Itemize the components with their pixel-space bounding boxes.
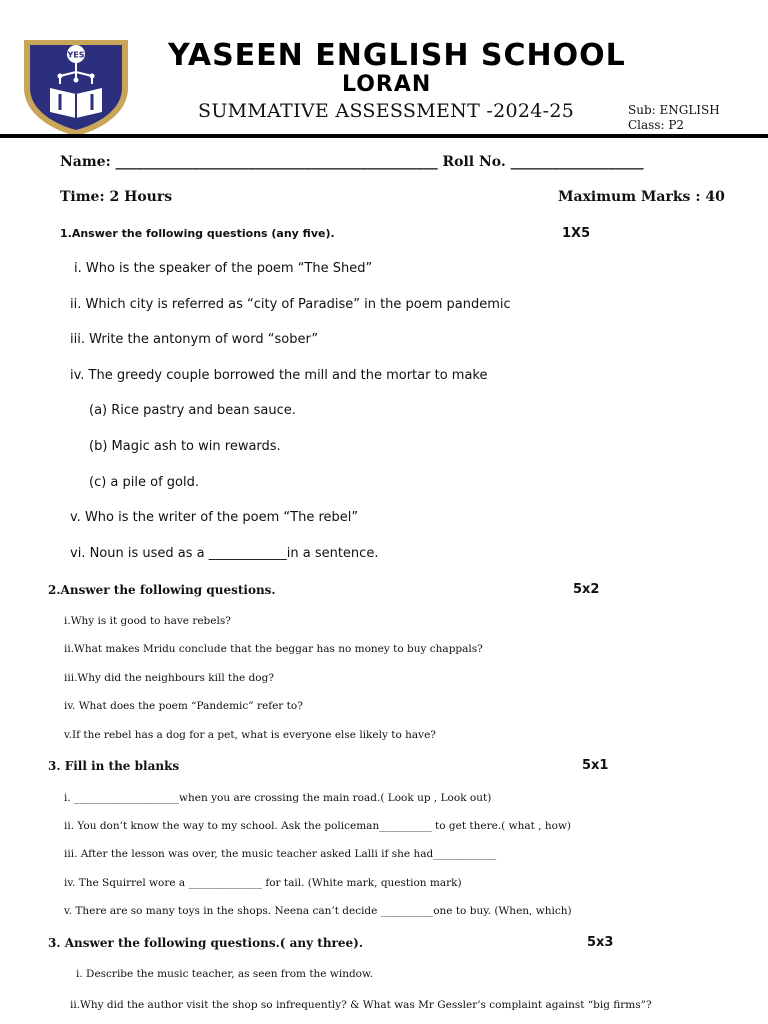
section3-blank-item: i. ____________________when you are crossing the main road.( Look up , Look out): [64, 792, 492, 804]
exam-title: SUMMATIVE ASSESSMENT -2024-25: [198, 100, 575, 122]
max-marks-label: Maximum Marks : 40: [558, 189, 725, 205]
section1-option: (c) a pile of gold.: [89, 475, 199, 490]
section1-question: ii. Which city is referred as “city of Paradise” in the poem pandemic: [70, 297, 511, 312]
section4-heading: 3. Answer the following questions.( any three).: [48, 936, 363, 950]
section1-question: i. Who is the speaker of the poem “The Shed”: [74, 261, 373, 276]
section2-question: i.Why is it good to have rebels?: [64, 615, 231, 627]
section1-question: v. Who is the writer of the poem “The rebel”: [70, 510, 359, 525]
section1-option: (b) Magic ash to win rewards.: [89, 439, 281, 454]
section2-question: iv. What does the poem “Pandemic” refer to?: [64, 700, 303, 712]
section3-heading: 3. Fill in the blanks: [48, 759, 180, 773]
section3-blank-item: iii. After the lesson was over, the music teacher asked Lalli if she had____________: [64, 848, 497, 860]
school-logo: [20, 36, 132, 138]
section2-heading: 2.Answer the following questions.: [48, 583, 276, 597]
section2-question: ii.What makes Mridu conclude that the beggar has no money to buy chappals?: [64, 643, 483, 655]
time-label: Time: 2 Hours: [60, 189, 173, 205]
subject-label: Sub: ENGLISH: [628, 103, 720, 117]
section3-blank-item: ii. You don’t know the way to my school. Ask the policeman__________ to get there.( what , how): [64, 820, 572, 832]
section1-question: iv. The greedy couple borrowed the mill and the mortar to make: [70, 368, 488, 383]
section3-blank-item: v. There are so many toys in the shops. Neena can’t decide __________one to buy. (When, which): [64, 905, 572, 917]
section3-blank-item: iv. The Squirrel wore a ______________ for tail. (White mark, question mark): [64, 877, 462, 889]
school-name: YASEEN ENGLISH SCHOOL: [168, 38, 626, 73]
section4-question: i. Describe the music teacher, as seen from the window.: [76, 968, 374, 980]
section1-marks: 1X5: [562, 226, 591, 241]
section1-question: vi. Noun is used as a ____________in a sentence.: [70, 546, 379, 561]
logo-text: YES: [67, 50, 85, 60]
school-location: LORAN: [342, 72, 432, 97]
section3-marks: 5x1: [582, 758, 609, 773]
header-divider: [0, 134, 768, 138]
name-roll-line: Name: ______________________________________________ Roll No. ___________________: [60, 154, 644, 170]
section2-marks: 5x2: [573, 582, 600, 597]
section2-question: iii.Why did the neighbours kill the dog?: [64, 672, 274, 684]
section4-question: ii.Why did the author visit the shop so infrequently? & What was Mr Gessler’s complaint against “big firms”?: [70, 999, 652, 1011]
class-label: Class: P2: [628, 118, 685, 132]
section2-question: v.If the rebel has a dog for a pet, what is everyone else likely to have?: [64, 729, 436, 741]
section1-question: iii. Write the antonym of word “sober”: [70, 332, 319, 347]
section1-heading: 1.Answer the following questions (any five).: [60, 227, 335, 240]
section4-marks: 5x3: [587, 935, 614, 950]
section1-option: (a) Rice pastry and bean sauce.: [89, 403, 296, 418]
